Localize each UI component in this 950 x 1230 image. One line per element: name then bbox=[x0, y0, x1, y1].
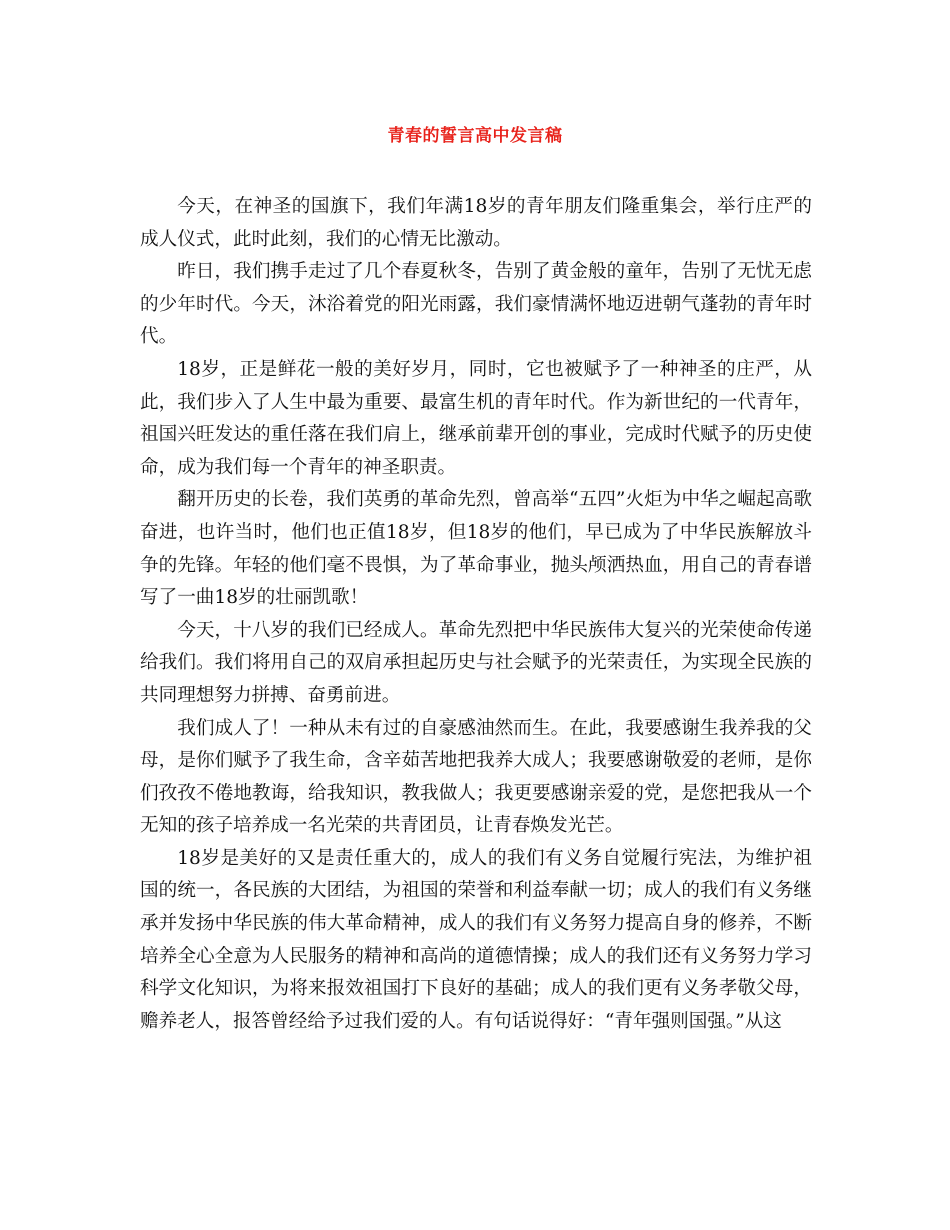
paragraph: 18岁是美好的又是责任重大的，成人的我们有义务自觉履行宪法，为维护祖国的统一，各民族的大团结，为祖国的荣誉和利益奉献一切；成人的我们有义务继承并发扬中华民族的伟大革命精神，成人的我们有义务努力提高自身的修养，不断培养全心全意为人民服务的精神和高尚的道德情操；成人的我们还有义务努力学习科学文化知识，为将来报效祖国打下良好的基础；成人的我们更有义务孝敬父母，赡养老人，报答曾经给予过我们爱的人。有句话说得好：“青年强则国强。”从这 bbox=[140, 847, 812, 1032]
paragraph: 翻开历史的长卷，我们英勇的革命先烈，曾高举“五四”火炬为中华之崛起高歌奋进，也许当时，他们也正值18岁，但18岁的他们，早已成为了中华民族解放斗争的先锋。年轻的他们毫不畏惧，为了革命事业，抛头颅洒热血，用自己的青春谱写了一曲18岁的壮丽凯歌！ bbox=[140, 489, 812, 609]
document-title: 青春的誓言高中发言稿 bbox=[387, 126, 563, 146]
document-body bbox=[140, 191, 812, 1038]
paragraph: 我们成人了！一种从未有过的自豪感油然而生。在此，我要感谢生我养我的父母，是你们赋予了我生命，含辛茹苦地把我养大成人；我要感谢敬爱的老师，是你们孜孜不倦地教诲，给我知识，教我做人；我更要感谢亲爱的党，是您把我从一个无知的孩子培养成一名光荣的共青团员，让青春焕发光芒。 bbox=[140, 717, 812, 837]
paragraph: 今天，十八岁的我们已经成人。革命先烈把中华民族伟大复兴的光荣使命传递给我们。我们将用自己的双肩承担起历史与社会赋予的光荣责任，为实现全民族的共同理想努力拼搏、奋勇前进。 bbox=[140, 619, 812, 706]
paragraph: 今天，在神圣的国旗下，我们年满18岁的青年朋友们隆重集会，举行庄严的成人仪式，此时此刻，我们的心情无比激动。 bbox=[140, 196, 812, 250]
paragraph: 昨日，我们携手走过了几个春夏秋冬，告别了黄金般的童年，告别了无忧无虑的少年时代。今天，沐浴着党的阳光雨露，我们豪情满怀地迈进朝气蓬勃的青年时代。 bbox=[140, 261, 812, 348]
paragraph: 18岁，正是鲜花一般的美好岁月，同时，它也被赋予了一种神圣的庄严，从此，我们步入了人生中最为重要、最富生机的青年时代。作为新世纪的一代青年，祖国兴旺发达的重任落在我们肩上，继承前辈开创的事业，完成时代赋予的历史使命，成为我们每一个青年的神圣职责。 bbox=[140, 358, 812, 478]
